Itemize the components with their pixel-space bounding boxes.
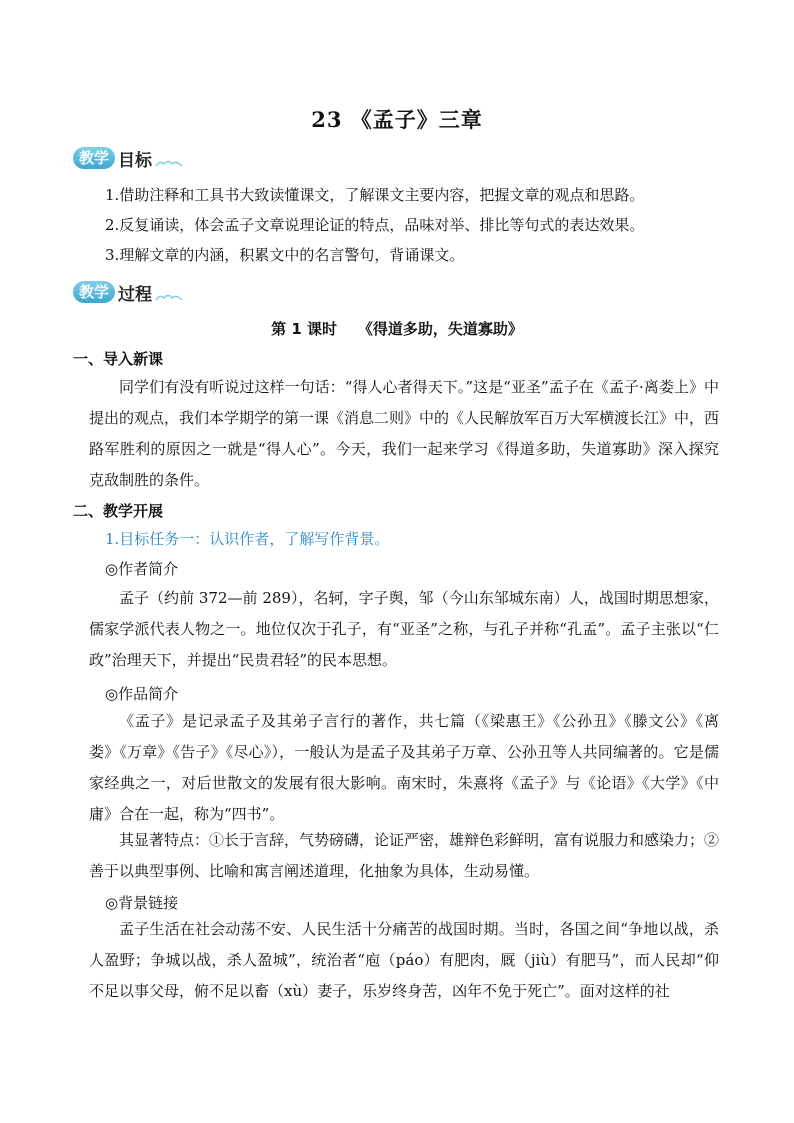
part-heading: 一、导入新课 — [73, 350, 164, 368]
author-paragraph: 孟子（约前 372—前 289），名轲，字子舆，邹（今山东邹城东南）人，战国时期思想家，儒家学派代表人物之一。地位仅次于孔子，有“亚圣”之称，与孔子并称“孔孟”。孟子主张以“仁政”治理天下，并提出“民贵君轻”的民本思想。 — [89, 589, 719, 669]
part-heading: 二、教学开展 — [73, 502, 164, 520]
section-badge-goals — [73, 144, 184, 172]
cloud-decoration-icon — [154, 292, 184, 302]
section-label: 过程 — [118, 284, 153, 305]
section-label: 目标 — [118, 150, 153, 171]
background-paragraph: 孟子生活在社会动荡不安、人民生活十分痛苦的战国时期。当时，各国之间“争地以战，杀人盈野；争城以战，杀人盈城”，统治者“庖（páo）有肥肉，厩（jiù）有肥马”，而人民却“仰不足以事父母，俯不足以畜（xù）妻子，乐岁终身苦，凶年不免于死亡”。面对这样的社 — [89, 920, 719, 1000]
goal-item: 2.反复诵读，体会孟子文章说理论证的特点，品味对举、排比等句式的表达效果。 — [105, 216, 645, 234]
author-label: ◎作者简介 — [105, 560, 179, 578]
goal-item: 3.理解文章的内涵，积累文中的名言警句，背诵课文。 — [105, 246, 465, 264]
badge-pill: 教学 — [73, 281, 115, 303]
cloud-decoration-icon — [154, 158, 184, 168]
features-paragraph: 其显著特点：①长于言辞，气势磅礴，论证严密，雄辩色彩鲜明，富有说服力和感染力；②善于以典型事例、比喻和寓言阐述道理，化抽象为具体，生动易懂。 — [89, 831, 720, 880]
work-paragraph: 《孟子》是记录孟子及其弟子言行的著作，共七篇（《梁惠王》《公孙丑》《滕文公》《离娄》《万章》《告子》《尽心》），一般认为是孟子及其弟子万章、公孙丑等人共同编著的。它是儒家经典之一，对后世散文的发展有很大影响。南宋时，朱熹将《孟子》与《论语》《大学》《中庸》合在一起，称为“四书”。 — [89, 712, 719, 823]
section-badge-process — [73, 278, 184, 306]
task-item: 1.目标任务一：认识作者，了解写作背景。 — [105, 530, 390, 548]
page-title: 23 《孟子》三章 — [311, 107, 483, 132]
badge-pill: 教学 — [73, 147, 115, 169]
goal-item: 1.借助注释和工具书大致读懂课文，了解课文主要内容，把握文章的观点和思路。 — [105, 186, 645, 204]
background-label: ◎背景链接 — [105, 894, 179, 912]
intro-paragraph: 同学们有没有听说过这样一句话：“得人心者得天下。”这是“亚圣”孟子在《孟子·离娄上》中提出的观点，我们本学期学的第一课《消息二则》中的《人民解放军百万大军横渡长江》中，西路军胜利的原因之一就是“得人心”。今天，我们一起来学习《得道多助，失道寡助》深入探究克敌制胜的条件。 — [89, 378, 720, 489]
work-label: ◎作品简介 — [105, 685, 179, 703]
lesson-title: 第 1 课时 《得道多助，失道寡助》 — [271, 320, 523, 338]
